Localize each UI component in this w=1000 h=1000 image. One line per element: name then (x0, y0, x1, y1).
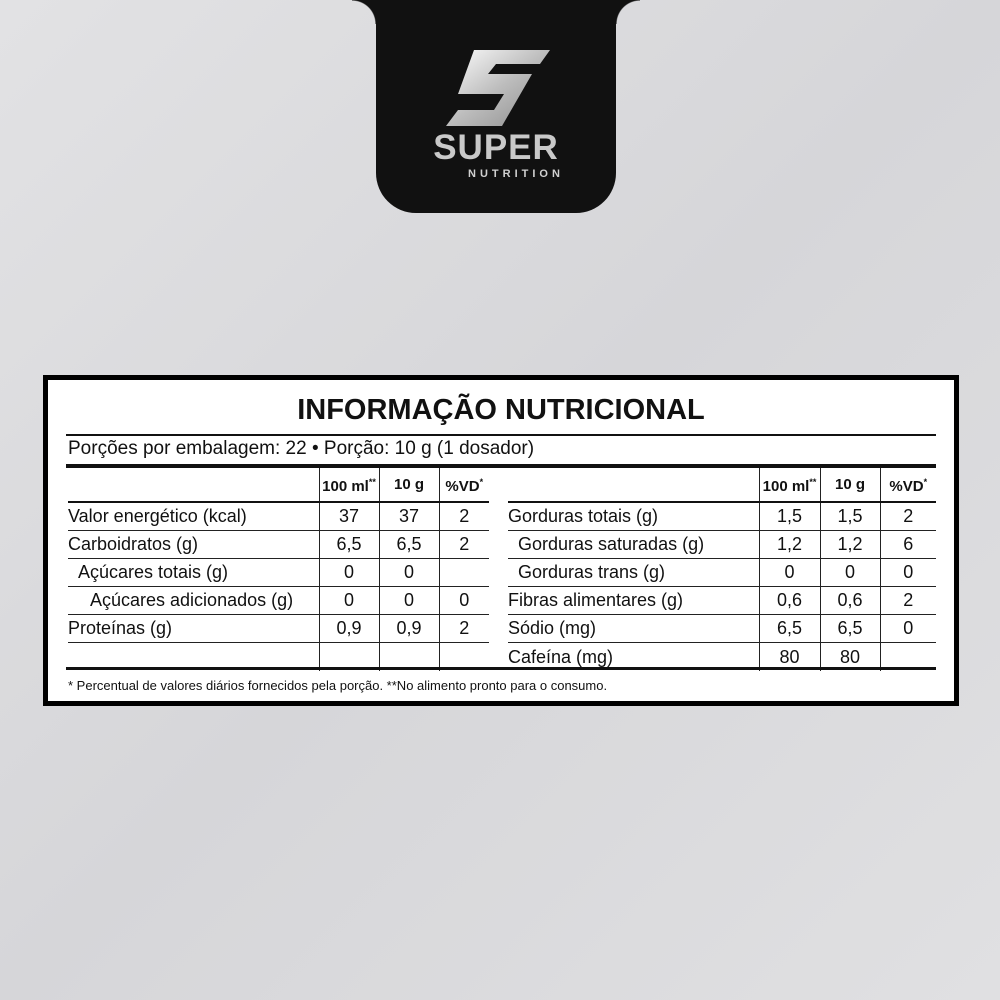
value-portion: 6,5 (820, 615, 880, 643)
header-per-100ml: 100 ml** (759, 468, 820, 502)
row-label: Gorduras trans (g) (508, 559, 759, 587)
value-portion: 0 (379, 587, 439, 615)
table-header-row (508, 468, 936, 502)
value-daily: 2 (880, 502, 936, 531)
row-label: Gorduras saturadas (g) (508, 531, 759, 559)
value-per-100ml: 0 (319, 587, 379, 615)
value-portion: 1,5 (820, 502, 880, 531)
table-row (508, 615, 936, 643)
value-portion: 37 (379, 502, 439, 531)
value-portion: 0 (379, 559, 439, 587)
value-per-100ml: 6,5 (319, 531, 379, 559)
footnote: * Percentual de valores diários fornecidos pela porção. **No alimento pronto para o consumo. (68, 678, 608, 693)
nutrition-title: INFORMAÇÃO NUTRICIONAL (297, 394, 705, 426)
value-daily: 2 (439, 502, 489, 531)
nutrition-table-right (508, 468, 936, 671)
row-label: Valor energético (kcal) (68, 502, 319, 531)
header-blank (508, 468, 759, 502)
header-per-100ml: 100 ml** (319, 468, 379, 502)
brand-name: SUPER (433, 128, 559, 167)
value-portion: 1,2 (820, 531, 880, 559)
row-label: Carboidratos (g) (68, 531, 319, 559)
row-label: Açúcares totais (g) (68, 559, 319, 587)
value-daily: 6 (880, 531, 936, 559)
value-per-100ml: 1,5 (759, 502, 820, 531)
servings-info: Porções por embalagem: 22 • Porção: 10 g (1 dosador) (68, 438, 535, 459)
value-daily: 0 (439, 587, 489, 615)
brand-logo-tab (376, 0, 616, 213)
value-daily: 2 (439, 615, 489, 643)
value-per-100ml: 6,5 (759, 615, 820, 643)
value-daily (439, 559, 489, 587)
nutrition-table-left (68, 468, 489, 671)
table-row (68, 531, 489, 559)
header-daily-value: %VD* (880, 468, 936, 502)
row-label: Sódio (mg) (508, 615, 759, 643)
value-per-100ml: 0 (759, 559, 820, 587)
value-portion: 0,6 (820, 587, 880, 615)
value-per-100ml: 0,9 (319, 615, 379, 643)
table-row (68, 587, 489, 615)
row-label: Proteínas (g) (68, 615, 319, 643)
value-daily: 0 (880, 559, 936, 587)
value-per-100ml: 0 (319, 559, 379, 587)
lightning-logo-icon (444, 44, 550, 130)
table-row (68, 502, 489, 531)
brand-tagline: NUTRITION (468, 168, 564, 180)
row-label: Açúcares adicionados (g) (68, 587, 319, 615)
table-row (508, 531, 936, 559)
value-daily: 2 (880, 587, 936, 615)
value-portion: 6,5 (379, 531, 439, 559)
header-daily-value: %VD* (439, 468, 489, 502)
row-label: Gorduras totais (g) (508, 502, 759, 531)
value-per-100ml: 80 (759, 643, 820, 672)
table-row (68, 559, 489, 587)
value-daily: 0 (880, 615, 936, 643)
table-row (508, 587, 936, 615)
table-row (508, 559, 936, 587)
value-portion: 80 (820, 643, 880, 672)
header-portion: 10 g (379, 468, 439, 502)
value-daily: 2 (439, 531, 489, 559)
title-divider (66, 434, 936, 436)
value-portion: 0,9 (379, 615, 439, 643)
footnote-divider (66, 667, 936, 670)
row-label: Fibras alimentares (g) (508, 587, 759, 615)
table-header-row (68, 468, 489, 502)
table-row (508, 502, 936, 531)
value-per-100ml: 0,6 (759, 587, 820, 615)
value-per-100ml: 37 (319, 502, 379, 531)
row-label: Cafeína (mg) (508, 643, 759, 672)
value-per-100ml: 1,2 (759, 531, 820, 559)
value-portion: 0 (820, 559, 880, 587)
table-row (68, 615, 489, 643)
header-blank (68, 468, 319, 502)
nutrition-facts-panel (43, 375, 959, 706)
header-portion: 10 g (820, 468, 880, 502)
